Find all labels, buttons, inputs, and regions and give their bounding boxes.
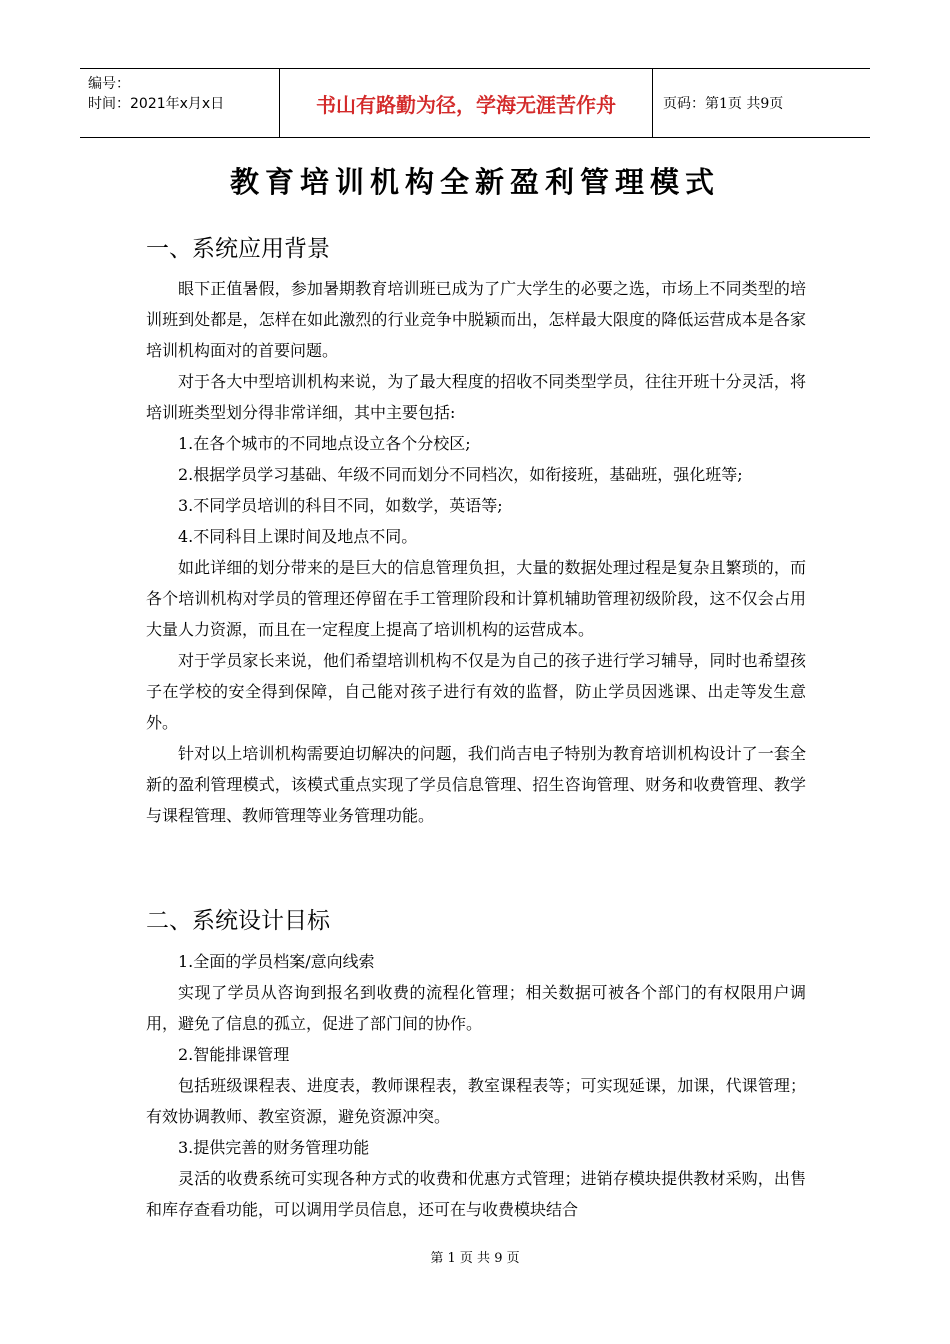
page-header	[80, 68, 870, 138]
list-item: 3.不同学员培训的科目不同，如数学，英语等;	[178, 496, 503, 515]
paragraph: 灵活的收费系统可实现各种方式的收费和优惠方式管理；进销存模块提供教材采购，出售和库存查看功能，可以调用学员信息，还可在与收费模块结合	[146, 1169, 806, 1219]
paragraph: 对于学员家长来说，他们希望培训机构不仅是为自己的孩子进行学习辅导，同时也希望孩子在学校的安全得到保障，自己能对孩子进行有效的监督，防止学员因逃课、出走等发生意外。	[146, 651, 806, 732]
paragraph: 实现了学员从咨询到报名到收费的流程化管理；相关数据可被各个部门的有权限用户调用，避免了信息的孤立，促进了部门间的协作。	[146, 983, 806, 1033]
page-footer: 第 1 页 共 9 页	[430, 1251, 520, 1266]
section-heading: 二、系统设计目标	[146, 908, 330, 934]
subheading: 3.提供完善的财务管理功能	[178, 1138, 370, 1157]
paragraph: 包括班级课程表、进度表，教师课程表，教室课程表等；可实现延课，加课，代课管理；有效协调教师、教室资源，避免资源冲突。	[146, 1076, 806, 1126]
paragraph: 如此详细的划分带来的是巨大的信息管理负担，大量的数据处理过程是复杂且繁琐的，而各个培训机构对学员的管理还停留在手工管理阶段和计算机辅助管理初级阶段，这不仅会占用大量人力资源，而且在一定程度上提高了培训机构的运营成本。	[146, 558, 806, 639]
section-heading: 一、系统应用背景	[146, 236, 330, 262]
header-page-number: 页码：第1页 共9页	[663, 96, 784, 112]
paragraph: 对于各大中型培训机构来说，为了最大程度的招收不同类型学员，往往开班十分灵活，将培训班类型划分得非常详细，其中主要包括:	[146, 372, 806, 422]
paragraph: 眼下正值暑假，参加暑期教育培训班已成为了广大学生的必要之选，市场上不同类型的培训班到处都是，怎样在如此激烈的行业竞争中脱颖而出，怎样最大限度的降低运营成本是各家培训机构面对的首要问题。	[146, 279, 806, 360]
document-code-label: 编号：	[88, 76, 130, 92]
list-item: 1.在各个城市的不同地点设立各个分校区;	[178, 434, 471, 453]
document-date-label: 时间：2021年x月x日	[88, 96, 225, 112]
section-body	[146, 273, 806, 831]
header-meta	[80, 69, 280, 137]
list-item: 2.根据学员学习基础、年级不同而划分不同档次，如衔接班，基础班，强化班等;	[178, 465, 743, 484]
header-motto: 书山有路勤为径，学海无涯苦作舟	[280, 69, 653, 137]
section-body	[146, 946, 806, 1225]
subheading: 1.全面的学员档案/意向线索	[178, 952, 375, 971]
list-item: 4.不同科目上课时间及地点不同。	[178, 527, 418, 546]
paragraph: 针对以上培训机构需要迫切解决的问题，我们尚吉电子特别为教育培训机构设计了一套全新的盈利管理模式，该模式重点实现了学员信息管理、招生咨询管理、财务和收费管理、教学与课程管理、教师管理等业务管理功能。	[146, 744, 806, 825]
document-title: 教育培训机构全新盈利管理模式	[229, 165, 720, 199]
subheading: 2.智能排课管理	[178, 1045, 290, 1064]
